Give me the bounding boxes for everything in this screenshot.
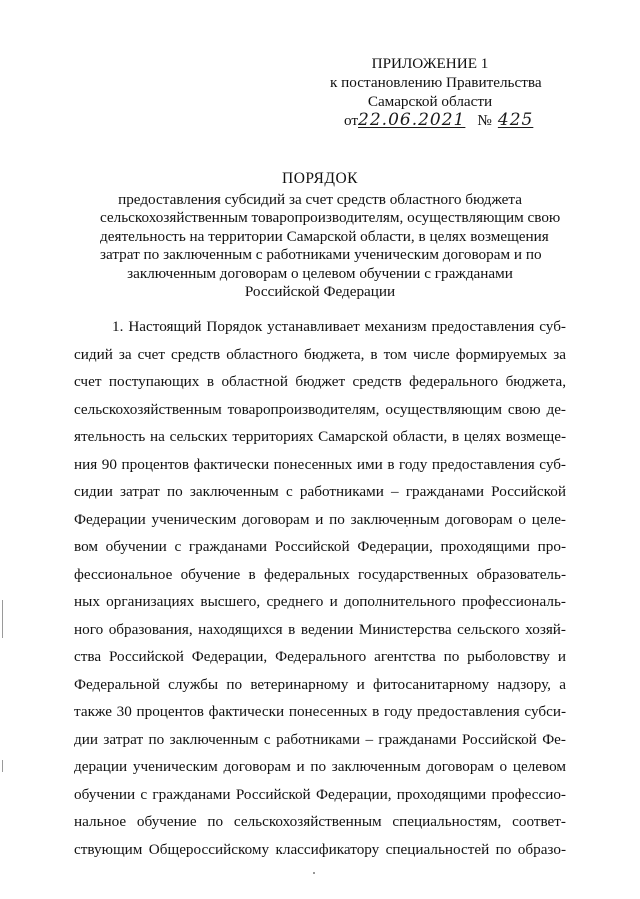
appendix-region-line: Самарской области [367, 93, 493, 110]
date-prefix: от [344, 112, 359, 129]
body-line: ных организациях высшего, среднего и дополнительного профессиональ- [74, 593, 566, 610]
body-line: 1. Настоящий Порядок устанавливает механизм предоставления суб- [112, 318, 566, 335]
body-line: ного образования, находящихся в ведении Министерства сельского хозяй- [74, 620, 566, 638]
scan-margin-mark [2, 760, 3, 772]
title-line: затрат по заключенным с работниками ученическим договорам и по [100, 246, 542, 263]
body-line: ства Российской Федерации, Федерального агентства по рыболовству и [74, 648, 566, 665]
number-sign: № [477, 112, 492, 129]
appendix-block [330, 54, 542, 130]
body-line: ятельность на сельских территориях Самарской области, в целях возмеще- [74, 428, 566, 445]
scan-speck [313, 872, 315, 874]
body-line: сидий за счет средств областного бюджета, в том числе формируемых за [74, 345, 566, 363]
body-line: фессиональное обучение в федеральных государственных образователь- [74, 565, 566, 583]
body-line: Федерации ученическим договорам и по заключенным договорам о целе- [74, 510, 566, 528]
handwritten-date: 22.06.2021 [358, 110, 466, 130]
scan-margin-mark [2, 600, 3, 638]
appendix-resolution-line: к постановлению Правительства [330, 74, 542, 91]
title-line: деятельность на территории Самарской области, в целях возмещения [100, 227, 549, 245]
document-heading: ПОРЯДОК [282, 170, 358, 187]
body-line: обучении с гражданами Российской Федерации, проходящими профессио- [74, 785, 566, 803]
body-line: также 30 процентов фактически понесенных в году предоставления субси- [74, 703, 566, 720]
body-line: сидии затрат по заключенным с работниками – гражданами Российской [74, 483, 566, 500]
body-line: нальное обучение по сельскохозяйственным специальностям, соответ- [74, 813, 566, 830]
body-line: ствующим Общероссийскому классификатору специальностей по образо- [74, 840, 566, 858]
body-line: вом обучении с гражданами Российской Федерации, проходящими про- [74, 538, 566, 555]
appendix-label: ПРИЛОЖЕНИЕ 1 [371, 55, 489, 72]
title-line: сельскохозяйственным товаропроизводителям, осуществляющим свою [100, 209, 561, 226]
appendix-date-line [344, 110, 534, 130]
title-line: предоставления субсидий за счет средств областного бюджета [118, 190, 522, 208]
body-line: Федеральной службы по ветеринарному и фитосанитарному надзору, а [74, 675, 566, 693]
title-line: заключенным договорам о целевом обучении с гражданами [127, 264, 513, 282]
body-line: дерации ученическим договорам и по заключенным договорам о целевом [74, 758, 566, 775]
body-line: счет поступающих в областной бюджет средств федерального бюджета, [74, 373, 566, 390]
body-line: сельскохозяйственным товаропроизводителям, осуществляющим свою де- [74, 400, 566, 418]
title-line: Российской Федерации [244, 283, 396, 300]
body-paragraph [74, 313, 566, 863]
body-line: ния 90 процентов фактически понесенных ими в году предоставления суб- [74, 455, 566, 473]
document-title-block [100, 170, 561, 302]
body-line: дии затрат по заключенным с работниками – гражданами Российской Фе- [74, 730, 566, 748]
handwritten-number: 425 [497, 110, 534, 130]
